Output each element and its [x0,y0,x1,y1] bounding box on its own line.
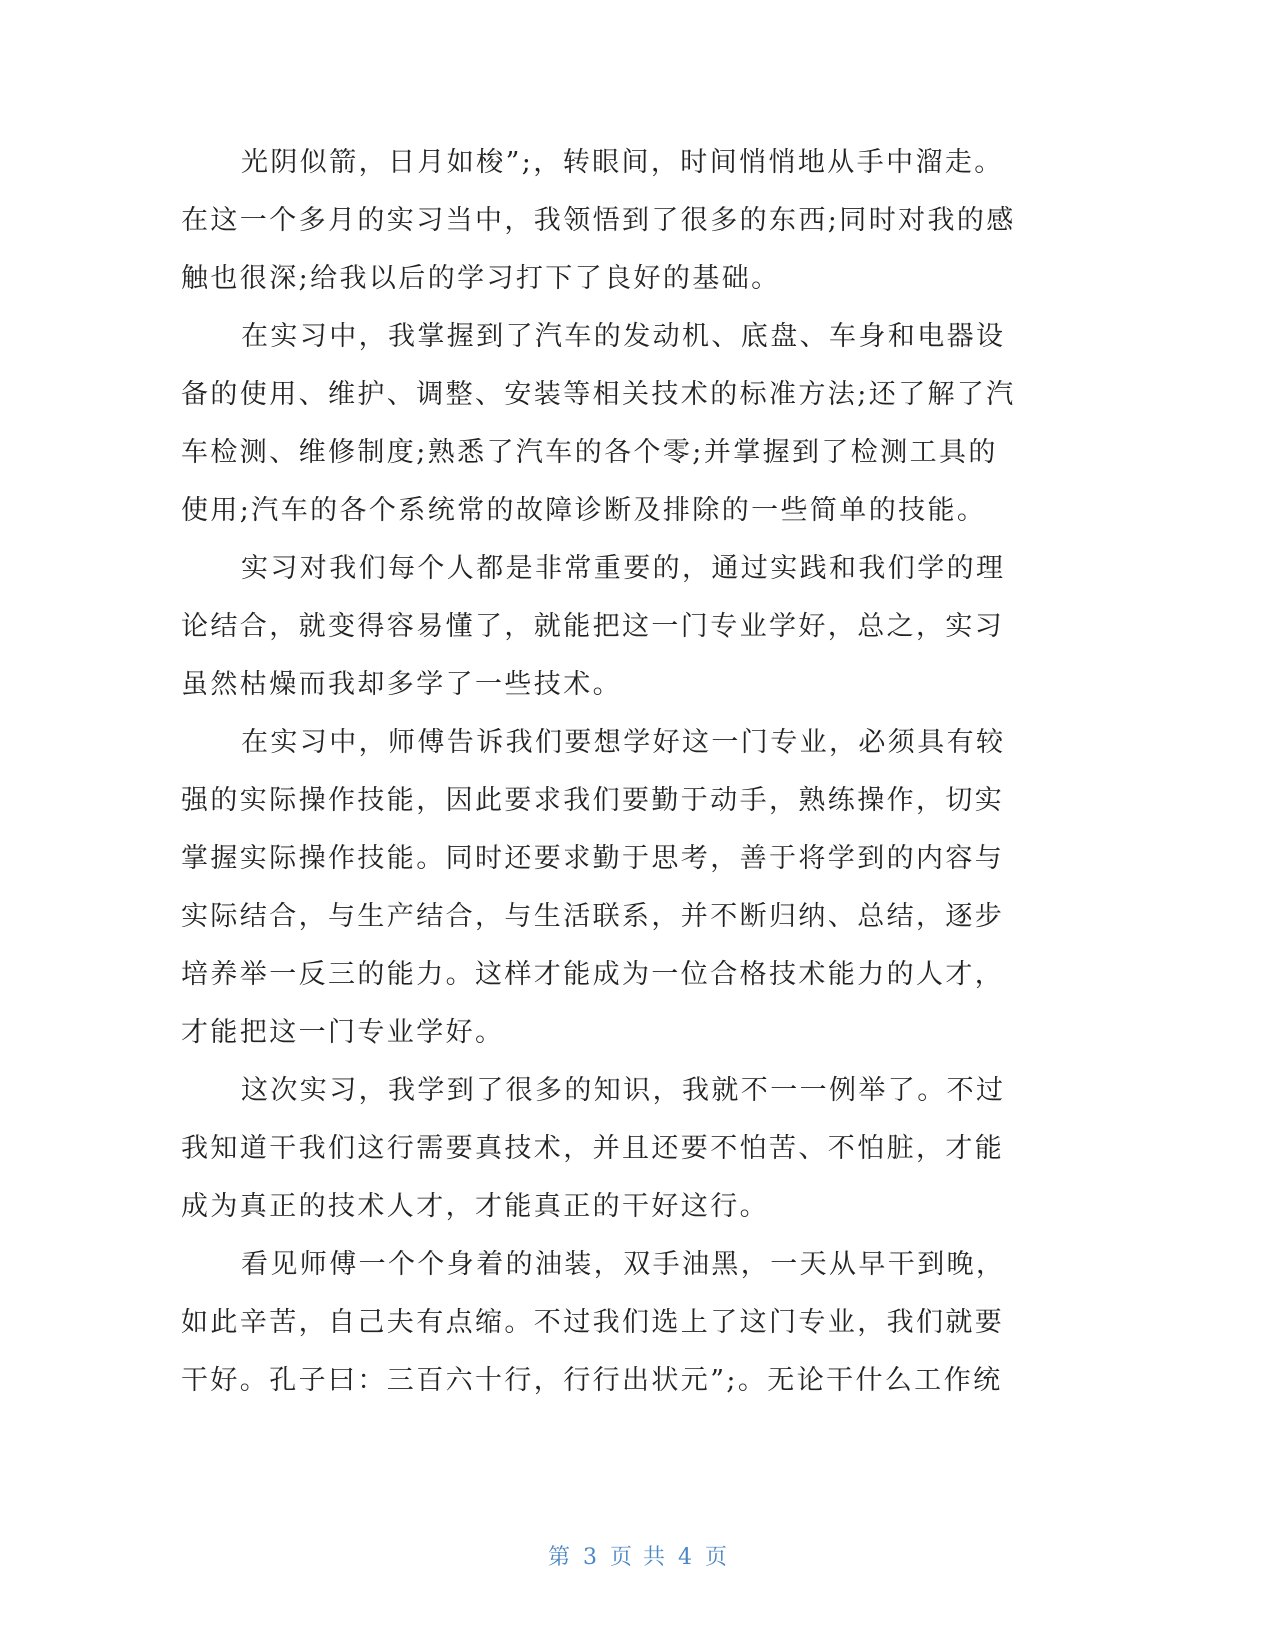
text-line: 在实习中，师傅告诉我们要想学好这一门专业，必须具有较 [241,727,1006,758]
text-line: 车检测、维修制度;熟悉了汽车的各个零;并掌握到了检测工具的 [181,437,998,468]
footer-page-word: 页 [609,1545,632,1570]
current-page-number: 3 [582,1545,597,1570]
text-line: 论结合，就变得容易懂了，就能把这一门专业学好，总之，实习 [181,611,1005,642]
text-line: 培养举一反三的能力。这样才能成为一位合格技术能力的人才， [181,959,1005,990]
text-line: 光阴似箭，日月如梭”;，转眼间，时间悄悄地从手中溜走。 [241,147,1004,178]
text-line: 看见师傅一个个身着的油装，双手油黑，一天从早干到晚， [241,1249,1006,1280]
text-line: 干好。孔子曰：三百六十行，行行出状元”;。无论干什么工作统 [181,1365,1003,1396]
text-line: 实习对我们每个人都是非常重要的，通过实践和我们学的理 [241,553,1006,584]
footer-suffix: 页 [705,1545,728,1570]
text-line: 虽然枯燥而我却多学了一些技术。 [181,669,622,700]
text-line: 掌握实际操作技能。同时还要求勤于思考，善于将学到的内容与 [181,843,1005,874]
text-line: 强的实际操作技能，因此要求我们要勤于动手，熟练操作，切实 [181,785,1005,816]
text-line: 才能把这一门专业学好。 [181,1017,505,1048]
total-pages-number: 4 [678,1545,693,1570]
text-line: 实际结合，与生产结合，与生活联系，并不断归纳、总结，逐步 [181,901,1005,932]
text-line: 使用;汽车的各个系统常的故障诊断及排除的一些简单的技能。 [181,495,987,526]
text-line: 我知道干我们这行需要真技术，并且还要不怕苦、不怕脏，才能 [181,1133,1005,1164]
footer-total-word: 共 [643,1545,666,1570]
text-line: 在这一个多月的实习当中，我领悟到了很多的东西;同时对我的感 [181,205,1016,236]
text-line: 备的使用、维护、调整、安装等相关技术的标准方法;还了解了汽 [181,379,1016,410]
page-footer [0,1543,1275,1573]
text-line: 触也很深;给我以后的学习打下了良好的基础。 [181,263,781,294]
footer-prefix: 第 [547,1545,570,1570]
text-line: 成为真正的技术人才，才能真正的干好这行。 [181,1191,769,1222]
text-line: 在实习中，我掌握到了汽车的发动机、底盘、车身和电器设 [241,321,1006,352]
text-line: 这次实习，我学到了很多的知识，我就不一一例举了。不过 [241,1075,1006,1106]
text-line: 如此辛苦，自己夫有点缩。不过我们选上了这门专业，我们就要 [181,1307,1005,1338]
